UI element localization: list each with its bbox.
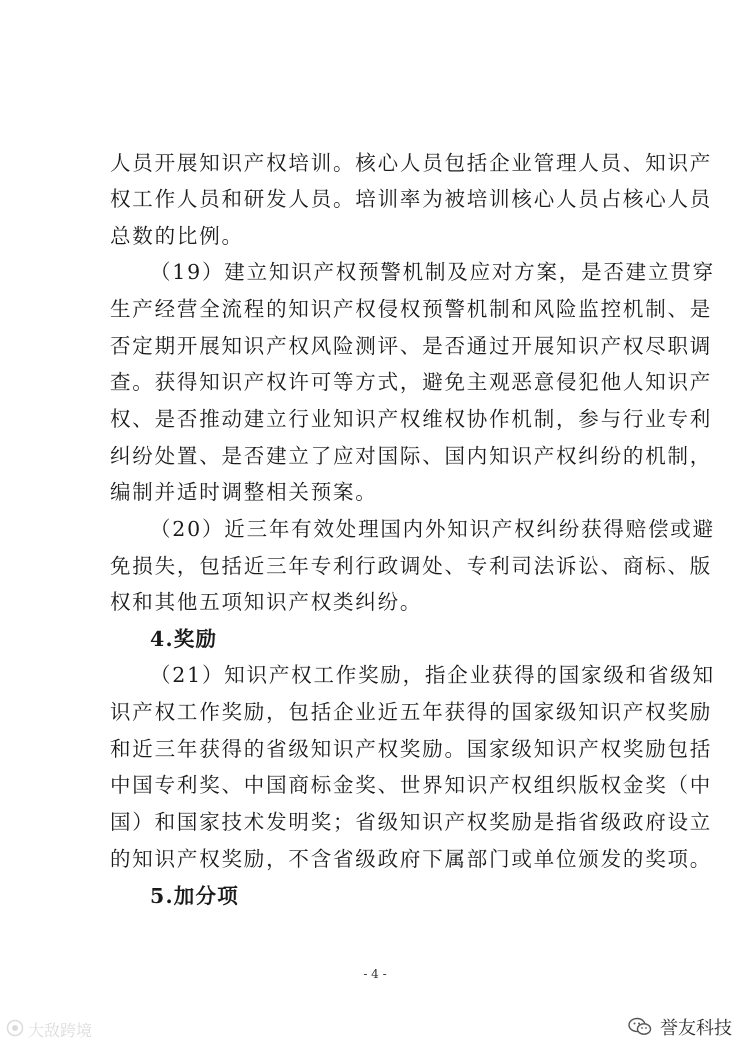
body-line: 否定期开展知识产权风险测评、是否通过开展知识产权尽职调 xyxy=(110,334,713,358)
watermark-left xyxy=(6,1018,92,1041)
body-line: 免损失，包括近三年专利行政调处、专利司法诉讼、商标、版 xyxy=(110,554,713,578)
body-line: 权、是否推动建立行业知识产权维权协作机制，参与行业专利 xyxy=(110,407,713,431)
body-line: 查。获得知识产权许可等方式，避免主观恶意侵犯他人知识产 xyxy=(110,370,713,394)
paragraph-21-start: （21）知识产权工作奖励，指企业获得的国家级和省级知 xyxy=(150,663,715,687)
body-line: 权和其他五项知识产权类纠纷。 xyxy=(110,590,423,614)
body-line: 生产经营全流程的知识产权侵权预警机制和风险监控机制、是 xyxy=(110,297,713,321)
watermark-left-text: 大敌跨境 xyxy=(28,1021,93,1040)
section-heading-bonus: 5.加分项 xyxy=(150,884,239,908)
body-line: 和近三年获得的省级知识产权奖励。国家级知识产权奖励包括 xyxy=(110,737,713,761)
watermark-logo-icon xyxy=(6,1019,24,1041)
paragraph-19-start: （19）建立知识产权预警机制及应对方案，是否建立贯穿 xyxy=(150,260,715,284)
body-line: 的知识产权奖励，不含省级政府下属部门或单位颁发的奖项。 xyxy=(110,847,713,871)
paragraph-20-start: （20）近三年有效处理国内外知识产权纠纷获得赔偿或避 xyxy=(150,517,715,541)
body-line: 国）和国家技术发明奖；省级知识产权奖励是指省级政府设立 xyxy=(110,810,713,834)
body-line: 权工作人员和研发人员。培训率为被培训核心人员占核心人员 xyxy=(110,187,713,211)
body-line: 纠纷处置、是否建立了应对国际、国内知识产权纠纷的机制， xyxy=(110,444,713,468)
body-line: 人员开展知识产权培训。核心人员包括企业管理人员、知识产 xyxy=(110,151,713,175)
body-line: 编制并适时调整相关预案。 xyxy=(110,480,378,504)
body-line: 总数的比例。 xyxy=(110,224,244,248)
watermark-right-text: 誉友科技 xyxy=(660,1018,732,1039)
wechat-icon xyxy=(628,1017,652,1037)
body-line: 识产权工作奖励，包括企业近五年获得的国家级知识产权奖励 xyxy=(110,700,713,724)
section-heading-awards: 4.奖励 xyxy=(150,627,218,651)
page-number: - 4 - xyxy=(363,967,387,981)
watermark-right xyxy=(628,1014,732,1040)
body-line: 中国专利奖、中国商标金奖、世界知识产权组织版权金奖（中 xyxy=(110,773,713,797)
